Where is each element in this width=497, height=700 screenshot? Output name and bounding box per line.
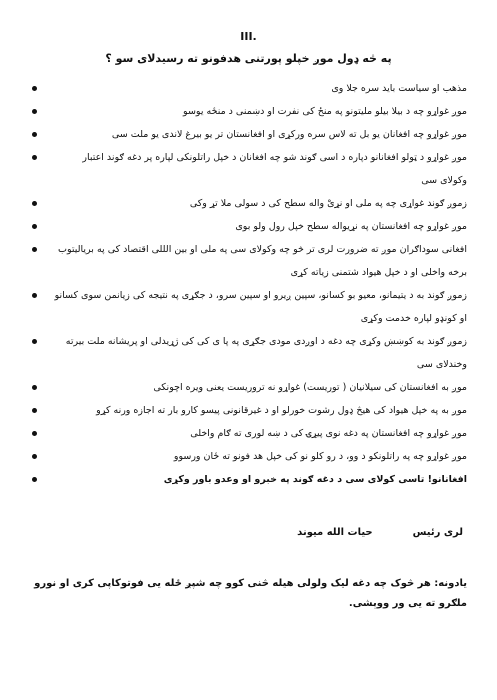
bullet-icon: [32, 109, 37, 114]
list-item: موږ غواړو چه د بیلا بیلو ملیتونو په منځ کی نفرت او دښمنی د منځه یوسو: [30, 100, 467, 123]
bullet-icon: [32, 155, 37, 160]
list-item: موږ غواړو چه افغانستان په دغه نوی پیړۍ کی د ښه لوری ته ګام واخلی: [30, 422, 467, 445]
list-item: موږ غواړو چه په راتلونکو د وو، د رو کلو نو کی خپل هد فونو ته ځان ورسوو: [30, 445, 467, 468]
list-item: موږ غواړو چه افغانان یو بل ته لاس سره ورکړی او افغانستان تر یو بیرغ لاندی یو ملت سی: [30, 123, 467, 146]
list-item: افغانانو! تاسی کولای سی د دغه ګوند په خبرو او وعدو باور وکړی: [30, 468, 467, 491]
bullet-icon: [32, 224, 37, 229]
list-item: زموږ ګوند غواړی چه په ملی او نړیْ واله سطح کی د سولی ملا تړ وکی: [30, 192, 467, 215]
bullet-icon: [32, 339, 37, 344]
section-title: په څه ډول موږ خپلو پورتنی هدفونو ته رسیدلای سو ؟: [105, 52, 392, 65]
list-item: موږ به افغانستان کی سیلانیان ( توریست) غواړو نه تروریست یعنی ویره اچونکی: [30, 376, 467, 399]
signature-name: حیات الله میوند: [297, 527, 373, 538]
footnote: یادونه: هر څوک چه دغه لیک ولولی هیله څنی کوو چه شپږ ځله یی فوتوکاپی کری او نورو ملګرو ته یی ور ووېشی.: [34, 578, 467, 609]
signature-role: لری رئیس: [412, 527, 463, 538]
bullet-icon: [32, 454, 37, 459]
section-number: III.: [240, 30, 257, 43]
list-item: زموږ ګوند به د یتیمانو، معیو بو کسانو، سپین ږیرو او سپین سرو، د جګړی په نتیجه کی زیانمن سوی کسانو او کونډو لپاره خدمت وکړی: [30, 284, 467, 330]
list-item: افغانی سوداګران موږ ته ضرورت لری تر څو چه وکولای سی په ملی او بین الللی اقتصاد کی په بریالیتوب برخه واخلی او د خپل هیواد شتمنی زیاته کړی: [30, 238, 467, 284]
bullet-icon: [32, 385, 37, 390]
bullet-icon: [32, 247, 37, 252]
bullet-icon: [32, 86, 37, 91]
bullet-icon: [32, 431, 37, 436]
bullet-icon: [32, 293, 37, 298]
bullet-icon: [32, 408, 37, 413]
list-item: موږ به په خپل هیواد کی هیڅ ډول رشوت خورلو او د غیرقانونی پیسو کارو بار ته اجازه ورنه کړو: [30, 399, 467, 422]
bullet-icon: [32, 201, 37, 206]
bullet-icon: [32, 477, 37, 482]
goals-list: [30, 77, 467, 491]
list-item: زموږ ګوند به کوښښ وکړی چه دغه د اوږدی مودی جګړی په پا ی کی کی ژړیدلی او پریشانه ملت بیرته وخندلای سی: [30, 330, 467, 376]
signature: [30, 527, 467, 538]
list-item: موږ غواړو چه افغانستان په نړیواله سطح خپل رول ولو بوی: [30, 215, 467, 238]
list-item: موږ غواړو د ټولو افغانانو دپاره د اسی ګوند شو چه افغانان د خپل راتلونکی لپاره پر دغه ګوند اعتبار وکولای سی: [30, 146, 467, 192]
list-item: مذهب او سیاست باید سره جلا وی: [30, 77, 467, 100]
bullet-icon: [32, 132, 37, 137]
